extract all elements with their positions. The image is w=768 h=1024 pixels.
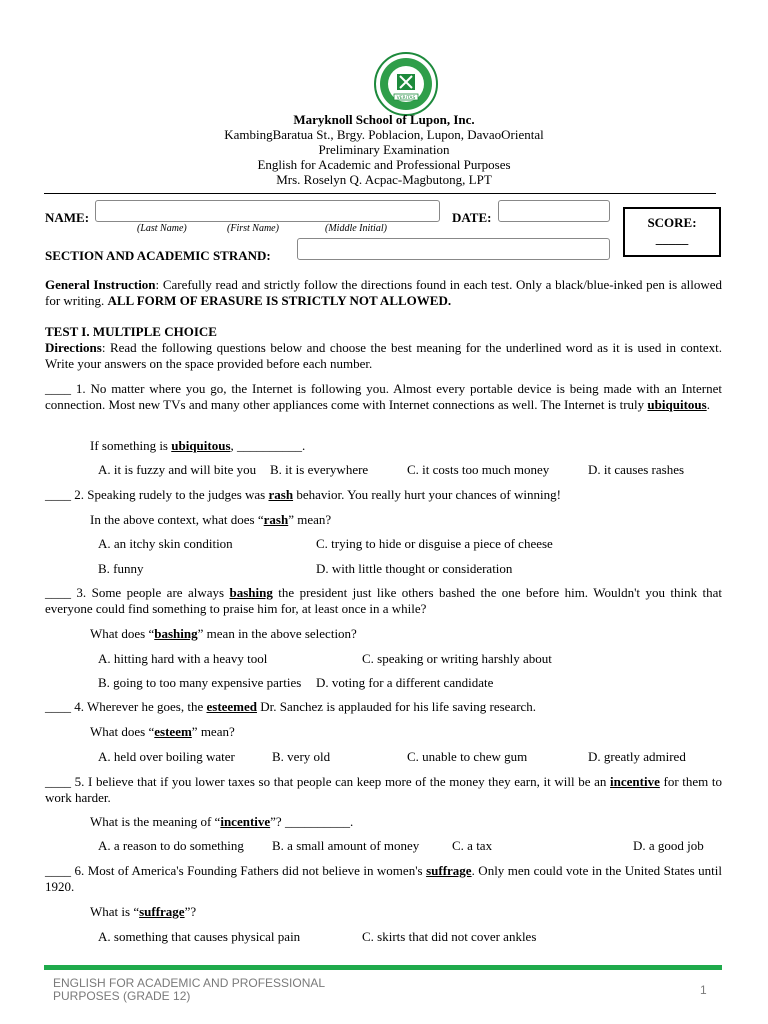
school-address: KambingBaratua St., Brgy. Poblacion, Lupon, DavaoOriental <box>224 127 544 142</box>
name-field[interactable] <box>95 200 440 222</box>
question-text-end: the president just like others bashed the one before him. Wouldn't you think that everyone could find something to praise him for, at least once in a while? <box>45 585 723 616</box>
question-2-prompt: In the above context, what does “rash” mean? <box>90 512 332 527</box>
option-5a[interactable]: A. a reason to do something <box>98 838 244 853</box>
target-word: rash <box>268 487 294 502</box>
school-header <box>0 112 768 187</box>
question-text-end: . Only men could vote in the United States until 1920. <box>45 863 722 894</box>
answer-blank[interactable]: ____ <box>45 774 71 789</box>
question-6-prompt: What is “suffrage”? <box>90 904 197 919</box>
option-5d[interactable]: D. a good job <box>633 838 704 853</box>
question-3-prompt: What does “bashing” mean in the above selection? <box>90 626 357 641</box>
option-4c[interactable]: C. unable to chew gum <box>407 749 528 764</box>
question-text: 6. Most of America's Founding Fathers did not believe in women's <box>71 863 427 878</box>
section-strand-field[interactable] <box>297 238 610 260</box>
school-name: Maryknoll School of Lupon, Inc. <box>293 112 475 127</box>
question-text: 5. I believe that if you lower taxes so that people can keep more of the money they earn, it will be an <box>71 774 611 789</box>
option-5b[interactable]: B. a small amount of money <box>272 838 420 853</box>
option-3d[interactable]: D. voting for a different candidate <box>316 675 494 690</box>
instruction-warning: ALL FORM OF ERASURE IS STRICTLY NOT ALLOWED. <box>107 293 452 308</box>
question-text: 3. Some people are always <box>71 585 230 600</box>
answer-blank[interactable]: ____ <box>45 585 71 600</box>
school-seal-icon <box>374 52 438 116</box>
exam-title: Preliminary Examination <box>318 142 450 157</box>
option-2a[interactable]: A. an itchy skin condition <box>98 536 233 551</box>
date-field[interactable] <box>498 200 610 222</box>
answer-blank[interactable]: ____ <box>45 487 71 502</box>
option-1b[interactable]: B. it is everywhere <box>270 462 369 477</box>
target-word: esteemed <box>206 699 258 714</box>
option-2d[interactable]: D. with little thought or consideration <box>316 561 513 576</box>
option-1c[interactable]: C. it costs too much money <box>407 462 550 477</box>
answer-blank[interactable]: ____ <box>45 381 71 396</box>
answer-blank[interactable]: ____ <box>45 863 71 878</box>
option-1d[interactable]: D. it causes rashes <box>588 462 685 477</box>
answer-blank[interactable]: ____ <box>45 699 71 714</box>
question-6 <box>45 863 722 895</box>
test-section-header <box>45 324 722 372</box>
footer-accent-bar <box>44 965 722 970</box>
teacher-name: Mrs. Roselyn Q. Acpac-Magbutong, LPT <box>276 172 492 187</box>
target-word: ubiquitous <box>647 397 707 412</box>
question-text: 1. No matter where you go, the Internet is following you. Almost every portable device is being made with an Internet connection. Most new TVs and many other appliances come with Internet connections as well. The Internet is truly <box>45 381 722 412</box>
option-3a[interactable]: A. hitting hard with a heavy tool <box>98 651 268 666</box>
last-name-hint: (Last Name) <box>137 223 187 234</box>
question-2 <box>45 487 722 503</box>
option-6c[interactable]: C. skirts that did not cover ankles <box>362 929 537 944</box>
general-instruction <box>45 277 722 309</box>
score-box <box>623 207 721 257</box>
subject-title: English for Academic and Professional Purposes <box>257 157 511 172</box>
middle-initial-hint: (Middle Initial) <box>325 223 387 234</box>
question-text-end: behavior. You really hurt your chances of winning! <box>293 487 561 502</box>
question-5-prompt: What is the meaning of “incentive”? __________. <box>90 814 354 829</box>
footer-course: ENGLISH FOR ACADEMIC AND PROFESSIONAL PURPOSES (GRADE 12) <box>53 976 325 1003</box>
question-1 <box>45 381 722 413</box>
directions-text: : Read the following questions below and choose the best meaning for the underlined word as it is used in context. Write your answers on the space provided before each number. <box>45 340 722 371</box>
test-title: TEST I. MULTIPLE CHOICE <box>45 324 217 339</box>
question-text-end: . <box>706 397 710 412</box>
target-word: bashing <box>229 585 273 600</box>
question-text-end: for them to work harder. <box>45 774 723 805</box>
header-divider <box>44 193 716 194</box>
score-label: SCORE: <box>647 215 697 230</box>
name-label: NAME: <box>45 210 90 225</box>
question-text-end: Dr. Sanchez is applauded for his life saving research. <box>257 699 537 714</box>
option-1a[interactable]: A. it is fuzzy and will bite you <box>98 462 257 477</box>
date-label: DATE: <box>452 210 492 225</box>
option-4a[interactable]: A. held over boiling water <box>98 749 235 764</box>
target-word: incentive <box>610 774 660 789</box>
question-3 <box>45 585 722 617</box>
target-word: suffrage <box>426 863 472 878</box>
option-2c[interactable]: C. trying to hide or disguise a piece of cheese <box>316 536 553 551</box>
option-3b[interactable]: B. going to too many expensive parties <box>98 675 302 690</box>
first-name-hint: (First Name) <box>227 223 279 234</box>
question-4-prompt: What does “esteem” mean? <box>90 724 235 739</box>
question-text: 4. Wherever he goes, the <box>71 699 207 714</box>
option-3c[interactable]: C. speaking or writing harshly about <box>362 651 552 666</box>
option-4d[interactable]: D. greatly admired <box>588 749 686 764</box>
question-5 <box>45 774 722 806</box>
instruction-text: : Carefully read and strictly follow the directions found in each test. Only a black/blue-inked pen is allowed for writing. <box>45 277 722 308</box>
option-5c[interactable]: C. a tax <box>452 838 493 853</box>
instruction-label: General Instruction <box>45 277 156 292</box>
option-4b[interactable]: B. very old <box>272 749 331 764</box>
option-2b[interactable]: B. funny <box>98 561 144 576</box>
option-6a[interactable]: A. something that causes physical pain <box>98 929 301 944</box>
question-4 <box>45 699 722 715</box>
directions-label: Directions <box>45 340 102 355</box>
page-number: 1 <box>700 983 707 997</box>
score-blank: _____ <box>655 231 689 246</box>
section-label: SECTION AND ACADEMIC STRAND: <box>45 248 271 263</box>
question-text: 2. Speaking rudely to the judges was <box>71 487 269 502</box>
seal-text: VERITAS <box>396 96 416 101</box>
question-1-prompt: If something is ubiquitous, __________. <box>90 438 306 453</box>
